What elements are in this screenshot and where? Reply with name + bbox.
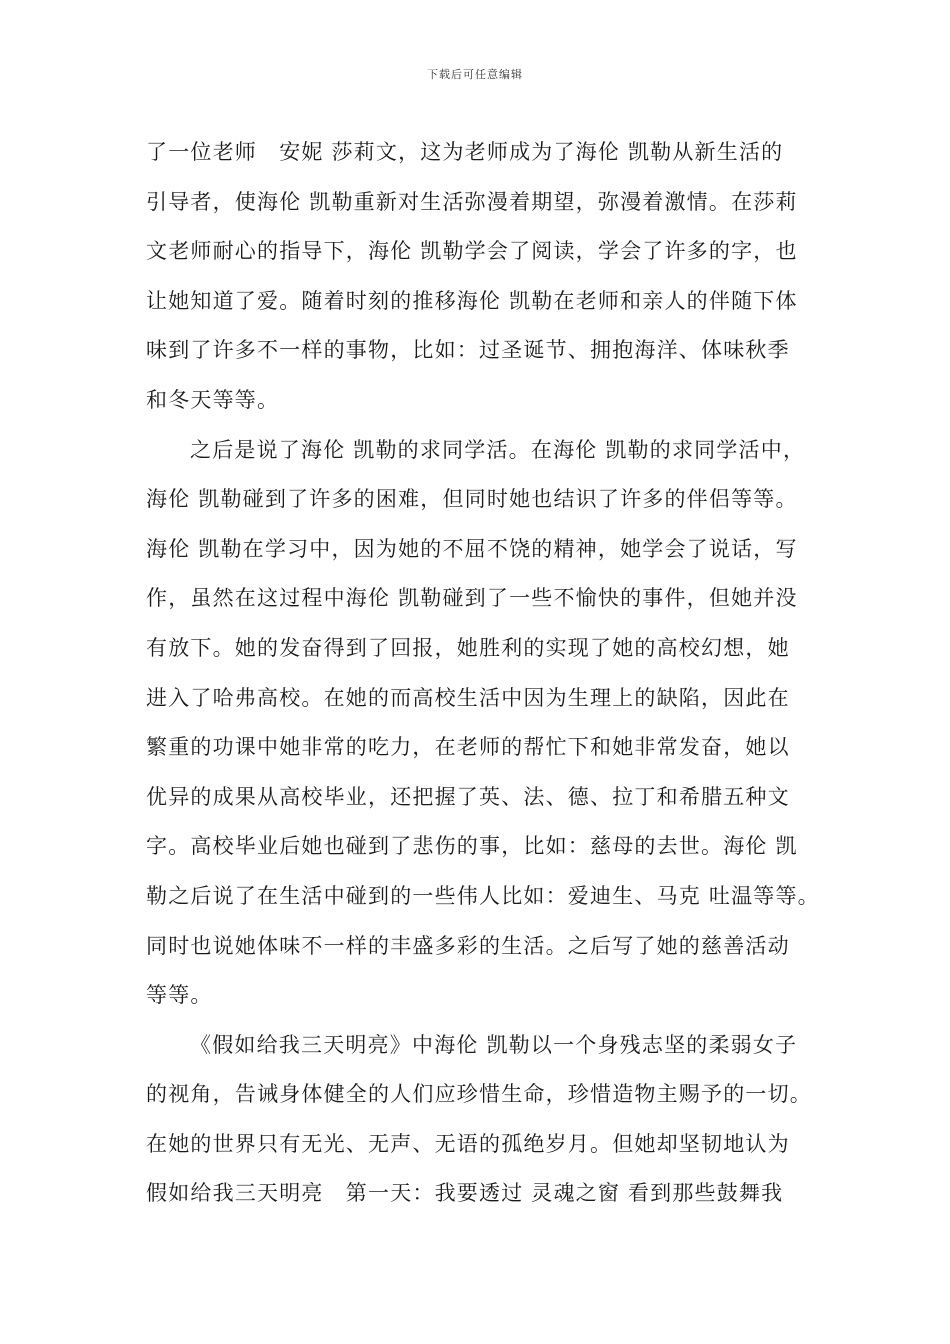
text-line: 优异的成果从高校毕业，还把握了英、法、德、拉丁和希腊五种文 bbox=[146, 784, 790, 809]
text-line: 文老师耐心的指导下，海伦 凯勒学会了阅读，学会了许多的字，也 bbox=[146, 239, 798, 264]
page-header: 下载后可任意编辑 bbox=[427, 68, 523, 81]
text-line: 进入了哈弗高校。在她的而高校生活中因为生理上的缺陷，因此在 bbox=[146, 685, 790, 710]
text-line: 了一位老师 安妮 莎莉文，这为老师成为了海伦 凯勒从新生活的 bbox=[146, 140, 784, 164]
text-line: 味到了许多不一样的事物，比如：过圣诞节、拥抱海洋、体味秋季 bbox=[146, 338, 790, 363]
text-line: 引导者，使海伦 凯勒重新对生活弥漫着期望，弥漫着激情。在莎莉 bbox=[146, 189, 798, 214]
text-line: 等等。 bbox=[146, 983, 213, 1008]
text-line: 《假如给我三天明亮》中海伦 凯勒以一个身残志坚的柔弱女子 bbox=[190, 1032, 798, 1057]
text-line: 的视角，告诫身体健全的人们应珍惜生命，珍惜造物主赐予的一切。 bbox=[146, 1082, 812, 1107]
text-line: 海伦 凯勒在学习中，因为她的不屈不饶的精神，她学会了说话，写 bbox=[146, 536, 798, 561]
text-line: 假如给我三天明亮 第一天：我要透过 灵魂之窗 看到那些鼓舞我 bbox=[146, 1181, 784, 1206]
text-line: 同时也说她体味不一样的丰盛多彩的生活。之后写了她的慈善活动 bbox=[146, 933, 790, 958]
text-line: 勒之后说了在生活中碰到的一些伟人比如：爱迪生、马克 吐温等等。 bbox=[146, 883, 820, 908]
text-line: 作，虽然在这过程中海伦 凯勒碰到了一些不愉快的事件，但她并没 bbox=[146, 586, 798, 611]
text-line: 繁重的功课中她非常的吃力，在老师的帮忙下和她非常发奋，她以 bbox=[146, 735, 790, 760]
text-line: 在她的世界只有无光、无声、无语的孤绝岁月。但她却坚韧地认为 bbox=[146, 1131, 790, 1156]
text-line: 字。高校毕业后她也碰到了悲伤的事，比如：慈母的去世。海伦 凯 bbox=[146, 834, 798, 859]
text-line: 之后是说了海伦 凯勒的求同学活。在海伦 凯勒的求同学活中， bbox=[190, 437, 806, 462]
text-line: 和冬天等等。 bbox=[146, 387, 280, 412]
text-line: 让她知道了爱。随着时刻的推移海伦 凯勒在老师和亲人的伴随下体 bbox=[146, 288, 798, 313]
text-line: 海伦 凯勒碰到了许多的困难，但同时她也结识了许多的伴侣等等。 bbox=[146, 487, 798, 512]
document-body bbox=[146, 128, 836, 1219]
text-line: 有放下。她的发奋得到了回报，她胜利的实现了她的高校幻想，她 bbox=[146, 635, 790, 660]
